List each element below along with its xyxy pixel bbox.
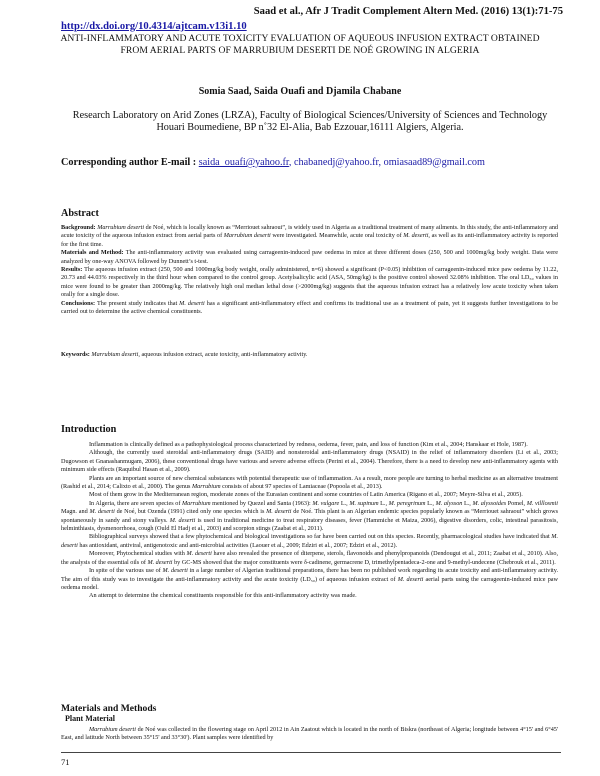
species-name: M. supinum [349,499,379,507]
species-name: M. deserti [169,516,196,524]
text-run: , aqueous infusion extract, acute toxicity, anti-inflammatory activity. [138,351,308,358]
page-number: 71 [61,757,70,767]
keywords [61,351,558,359]
text-run: has antioxidant, antiviral, antigenotoxic and anti-microbial activities (Laouer et al., 2009; Edziri et al., 2007; Edziri et al., 2012). [77,541,398,549]
text-run: L., [339,499,350,507]
text-run: Moreover, Phytochemical studies with [89,550,187,558]
text-run: have also revealed the presence of diterpene, sterols, flavonoids and phenylpropanoids (Dendougui et al., 2011; Zaabat et al., 2010). Also, the analysis of the essential oils of [61,550,559,566]
methods-paragraph-body [61,726,558,743]
species-name: M. deserti [266,508,292,516]
text-run: Bibliographical surveys showed that a few phytochemical and biological investigations so far have been carried out on this species. Recently, pharmacological studies have indicated that [89,533,552,541]
species-name: Marrubium [192,483,221,491]
species-name: M. deserti [403,232,429,240]
species-name: M. deserti [61,533,558,549]
text-run: L., [462,499,473,507]
abstract-results-text: The aqueous infusion extract (250, 500 and 1000mg/kg body weight, orally administered, n=6) showed a significant (P<0.05) inhibition of carrageenin-induced mice paw oedema by 11.22, 20.73 and 44.03% respectively in the third hour when compared to the control group. Acetylsalicylic acid (ASA, 50mg/kg) is the positive control showed 32.08% inhibition. The oral LD₅₀ values in mice were found to be greater than 2000mg/kg. The relatively high oral median lethal dose (>2000mg/kg) suggests that the aqueous infusion extract has a relatively low acute toxicity when taken orally for a single dose. [61,266,558,299]
text-run: mentioned by Quezel and Santa (1963): [210,499,313,507]
species-name: Marrubium deserti [223,232,271,240]
intro-paragraph-9: An attempt to determine the chemical constituents responsible for this anti-inflammatory activity was made. [89,592,357,600]
conclusions-label: Conclusions: [61,299,96,307]
text-run: Magn. and [61,508,90,516]
methods-label: Materials and Method: [61,249,124,257]
text-run: , as well as its anti-inflammatory activity is reported for the first time. [61,232,559,248]
species-name: Marrubium deserti [89,351,139,358]
species-name: M. deserti [89,508,115,516]
corresponding-label: Corresponding author E-mail : [61,157,197,168]
species-name: M. deserti [162,567,188,575]
doi-link[interactable]: http://dx.doi.org/10.4314/ajtcam.v13i1.10 [61,21,247,32]
intro-paragraph-8 [61,567,558,592]
abstract-methods-text: The anti-inflammatory activity was evaluated using carrageenin-induced paw oedema in mice at three different doses (250, 500 and 1000mg/kg body weight. Data were analyzed by one-way ANOVA followed by Dunnett’s t-test. [61,249,558,265]
other-emails: , chabanedj@yahoo.fr, omiasaad89@gmail.com [288,157,485,168]
text-run: L., [378,499,389,507]
abstract-heading: Abstract [61,208,99,219]
species-name: M. deserti [179,299,205,307]
species-name: M. villlosmii [526,499,558,507]
background-label: Background: [61,224,96,231]
results-label: Results: [61,266,83,274]
intro-paragraph-1: Inflammation is clinically defined as a pathophysiological process characterized by redness, oedema, fever, pain, and loss of function (Kim et al., 2004; Hanskaar et Hole, 1987). [89,441,528,448]
journal-reference: Saad et al., Afr J Tradit Complement Altern Med. (2016) 13(1):71-75 [253,6,563,17]
introduction-body [61,441,558,601]
species-name: M. deserti [397,575,424,583]
species-name: Marrubium deserti [89,726,136,733]
primary-email-link[interactable]: saida_ouafi@yahoo.fr [198,157,289,168]
methods-paragraph-1 [61,726,558,743]
intro-paragraph-6 [61,533,558,550]
methods-heading: Materials and Methods [61,703,157,714]
text-run: consists of about 97 species of Lamiaceae (Popoola et al., 2013). [220,483,383,491]
footer-divider [61,752,561,753]
text-run: is used in traditional medicine to treat respiratory diseases, fever (Hammiche et Maiza, 2006), digestive disorders, colic, intestinal parasitosis, helminthiasis, dysmenorrhoea, cough (Ould El Hadj et al., 2003) and scorpion stings (Zaabat et al., 2011). [61,516,558,533]
text-run: were investigated. Meanwhile, acute oral toxicity of [270,232,404,240]
text-run: in a large number of Algerian traditional preparations, there has been no published work regarding its acute toxicity and anti-inflammatory activity. The aim of this study was to investigate the anti-inflammatory activity and the acute toxicity (LD₅₀) of aqueous infusion extract of [61,567,559,583]
corresponding-author [61,157,485,168]
text-run: de Noé. This plant is an Algerian endemic species popularly known as “Merriouet sahraoui” which grows spontaneously in sandy and stony valleys. [61,508,559,524]
species-name: M. deserti [186,550,212,558]
intro-paragraph-5 [61,500,558,534]
text-run: de Noé, which is locally known as “Merriouet sahraoui”, is widely used in Algeria as a traditional treatment of many ailments. In this study, the anti-inflammatory and acute toxicity of the aqueous infusion extract from aerial parts of [61,224,559,240]
text-run: has a significant anti-inflammatory effect and confirms its traditional use as a treatment of pain, yet it suggests further investigations to be carried out to determine the active chemical constituents. [61,299,558,316]
species-name: M. peregrinum [388,499,426,507]
text-run: Plants are an important source of new chemical substances with potential therapeutic use of inflammation. As a result, more people are turning to herbal medicine as an alternative treatment (Rashid et al., 2014; Calixto et al., 2000). The genus [61,474,558,491]
introduction-heading: Introduction [61,424,117,435]
author-list: Somia Saad, Saida Ouafi and Djamila Chabane [198,86,402,97]
plant-material-subheading: Plant Material [65,714,115,723]
species-name: Marrubium deserti [97,224,145,231]
abstract-background [61,224,558,316]
text-run: Pomel, [506,499,527,507]
text-run: de Noé, but Ozenda (1991) cited only one species which is [114,508,267,516]
affiliation: Research Laboratory on Arid Zones (LRZA), Faculty of Biological Sciences/University of Sciences and Technology Houari Boumediene, BP n˚32 El-Alia, Bab Ezzouar,16111 Algiers, Algeria. [72,110,548,133]
text-run: de Noé was collected in the flowering stage on April 2012 in Ain Zaatout which is located in the north of Biskra (northeast of Algeria; longitude between 4°15' and 6°45' East, and latitude North between 35°15' and 33°30'). Plant samples were identified by [61,726,559,742]
species-name: M. vulgare [312,499,340,507]
text-run: In spite of the various use of [89,567,163,575]
text-run: The present study indicates that [95,299,180,307]
text-run: In Algeria, there are seven species of [89,499,182,507]
keywords-label: Keywords: [61,351,90,358]
species-name: M. alysson [435,499,463,507]
text-run: by GC-MS showed that the major constituents were δ-cadinene, germacrene D, trimethylpentadeca-2-one and 9-methyl-undecene (Chebrouk et al., 2011). [172,558,556,566]
intro-paragraph-7 [61,550,558,567]
article-title: ANTI-INFLAMMATORY AND ACUTE TOXICITY EVALUATION OF AQUEOUS INFUSION EXTRACT OBTAINED FROM AERIAL PARTS OF MARRUBIUM DESERTI DE NOÉ GROWING IN ALGERIA [60,33,540,56]
text-run: aerial parts using the carrageenin-induced mice paw oedema model. [61,575,559,591]
species-name: M. deserti [147,558,173,566]
intro-paragraph-2: Although, the currently used steroidal anti-inflammatory drugs (SAID) and nonsteroidal anti-inflammatory drugs (NSAID) in the relief of inflammatory disorders (Li et al., 2003; Dugowson et Gnanashanmugam, 2006), these conventional drugs have various and severe adverse effects (Perini et al., 2004). Therefore, there is a need to develop new anti-inflammatory agents with minimum side effects (Raquibul Hasan et al., 2009). [61,449,558,474]
species-name: M. alyssoides [472,499,507,507]
species-name: Marrubium [182,499,211,507]
text-run: L., [425,499,436,507]
intro-paragraph-3 [61,475,558,492]
intro-paragraph-4: Most of them grow in the Mediterranean region, moderate zones of the Eurasian continent and some countries of Latin America (Rigano et al., 2007; Meyre-Silva et al., 2005). [89,491,523,499]
